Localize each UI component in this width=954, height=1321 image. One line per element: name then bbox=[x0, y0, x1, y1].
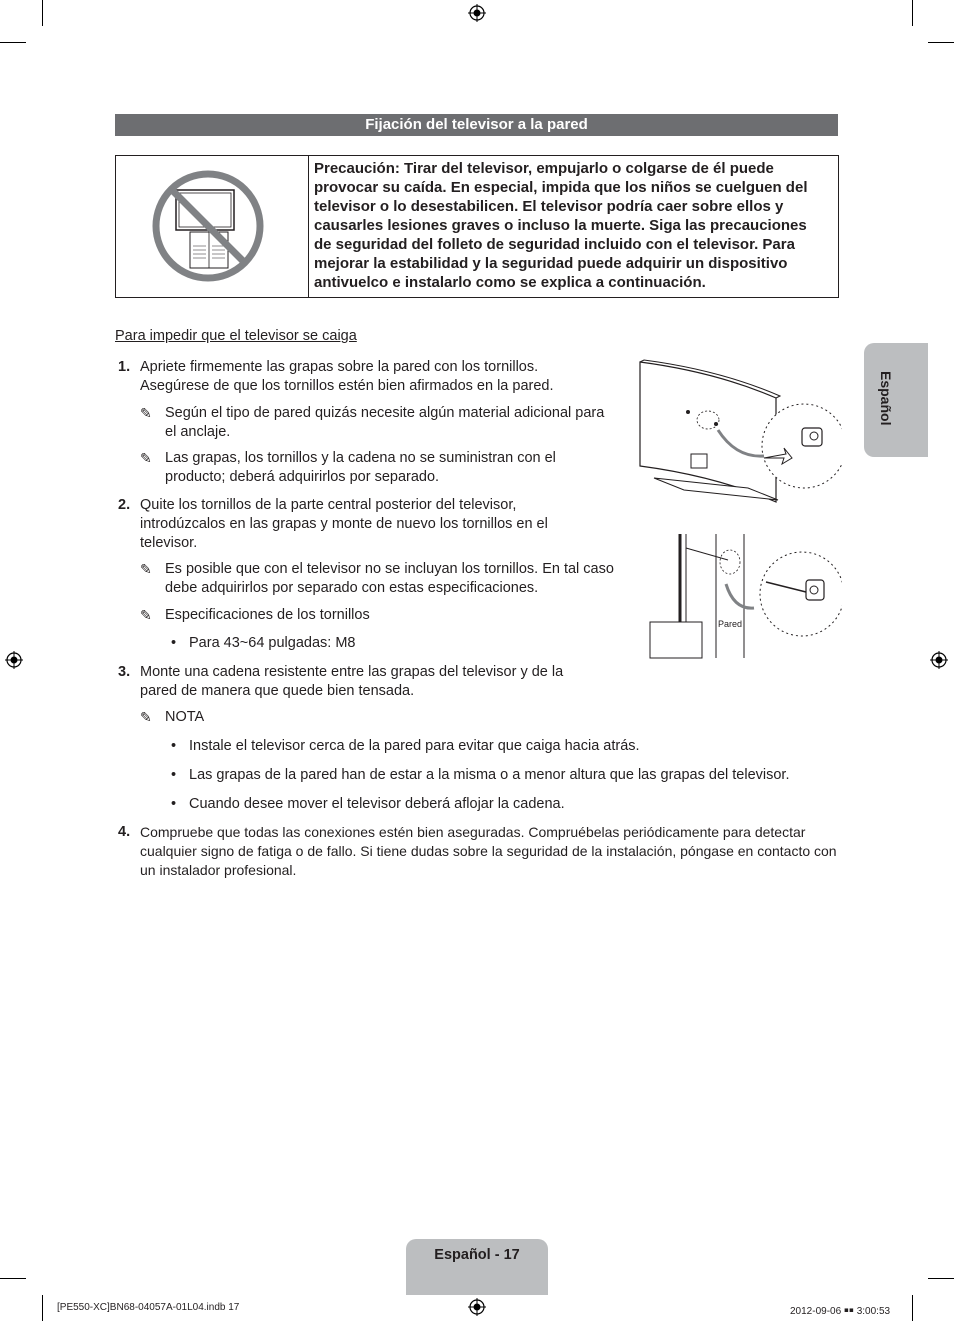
step-text: Quite los tornillos de la parte central posterior del televisor, introdúzcalos en las grapas y monte de nuevo los tornillos en el televisor. bbox=[140, 497, 548, 551]
note-text: Según el tipo de pared quizás necesite algún material adicional para el anclaje. bbox=[165, 405, 605, 440]
registration-mark-icon bbox=[468, 4, 486, 22]
warning-text: Precaución: Tirar del televisor, empujarlo o colgarse de él puede provocar su caída. En especial, impida que los niños se cuelguen del televisor o lo desestabilicen. El televisor podría caer sobre ellos y causarles lesiones graves o incluso la muerte. Siga las precauciones de seguridad del folleto de seguridad incluido con el televisor. Para mejorar la estabilidad y la seguridad puede adquirir un dispositivo antivuelco e instalarlo como se explica a continuación. bbox=[314, 160, 808, 291]
step-number: 1. bbox=[118, 359, 131, 375]
bullet-text: Las grapas de la pared han de estar a la misma o a menor altura que las grapas del televisor. bbox=[189, 767, 790, 783]
language-tab-label: Español bbox=[878, 371, 894, 426]
warning-illustration bbox=[116, 156, 309, 297]
crop-mark bbox=[0, 42, 26, 43]
bullet-mark: • bbox=[171, 767, 177, 783]
crop-mark bbox=[912, 0, 913, 26]
bullet-mark: • bbox=[171, 796, 177, 812]
footer-file-info: [PE550-XC]BN68-04057A-01L04.indb 17 bbox=[57, 1302, 240, 1313]
pencil-note-icon: ✎ bbox=[140, 607, 152, 623]
wall-label: Pared bbox=[718, 619, 743, 629]
language-tab bbox=[864, 343, 928, 457]
subheading: Para impedir que el televisor se caiga bbox=[115, 328, 357, 344]
crop-mark bbox=[928, 1278, 954, 1279]
registration-mark-icon bbox=[5, 651, 23, 669]
pencil-note-icon: ✎ bbox=[140, 709, 152, 725]
step-number: 2. bbox=[118, 497, 131, 513]
note-text: Especificaciones de los tornillos bbox=[165, 607, 370, 623]
step-text: Monte una cadena resistente entre las grapas del televisor y de la pared de manera que quede bien tensada. bbox=[140, 664, 564, 699]
bullet-text: Instale el televisor cerca de la pared para evitar que caiga hacia atrás. bbox=[189, 738, 640, 754]
crop-mark bbox=[42, 0, 43, 26]
bullet-mark: • bbox=[171, 738, 177, 754]
bullet-text: Cuando desee mover el televisor deberá aflojar la cadena. bbox=[189, 796, 565, 812]
note-text: Las grapas, los tornillos y la cadena no se suministran con el producto; deberá adquirirlos por separado. bbox=[165, 450, 556, 485]
note-label: NOTA bbox=[165, 709, 205, 725]
step-number: 4. bbox=[118, 824, 131, 840]
crop-mark bbox=[42, 1295, 43, 1321]
pencil-note-icon: ✎ bbox=[140, 561, 152, 577]
page-number: Español - 17 bbox=[434, 1247, 520, 1263]
no-climbing-tv-icon bbox=[116, 156, 308, 297]
registration-mark-icon bbox=[930, 651, 948, 669]
registration-mark-icon bbox=[468, 1298, 486, 1316]
tv-wall-clip-illustration bbox=[636, 358, 842, 516]
pencil-note-icon: ✎ bbox=[140, 450, 152, 466]
pencil-note-icon: ✎ bbox=[140, 405, 152, 421]
bullet-mark: • bbox=[171, 635, 177, 651]
page-number-tab bbox=[406, 1239, 548, 1295]
step-number: 3. bbox=[118, 664, 131, 680]
step-text: Compruebe que todas las conexiones estén bien aseguradas. Compruébelas periódicamente para detectar cualquier signo de fatiga o de fallo. Si tiene dudas sobre la seguridad de la instalación, póngase en contacto con un instalador profesional. bbox=[140, 824, 837, 878]
footer-timestamp: 2012-09-06 ￭￭ 3:00:53 bbox=[790, 1306, 891, 1317]
crop-mark bbox=[0, 1278, 26, 1279]
note-text: Es posible que con el televisor no se incluyan los tornillos. En tal caso debe adquirirlos por separado con estas especificaciones. bbox=[165, 561, 614, 596]
section-title: Fijación del televisor a la pared bbox=[115, 114, 838, 136]
bullet-text: Para 43~64 pulgadas: M8 bbox=[189, 635, 356, 651]
crop-mark bbox=[928, 42, 954, 43]
warning-box bbox=[115, 155, 839, 298]
step-text: Apriete firmemente las grapas sobre la pared con los tornillos. Asegúrese de que los tornillos estén bien afirmados en la pared. bbox=[140, 359, 554, 394]
tv-chain-wall-illustration bbox=[646, 530, 842, 660]
crop-mark bbox=[912, 1295, 913, 1321]
